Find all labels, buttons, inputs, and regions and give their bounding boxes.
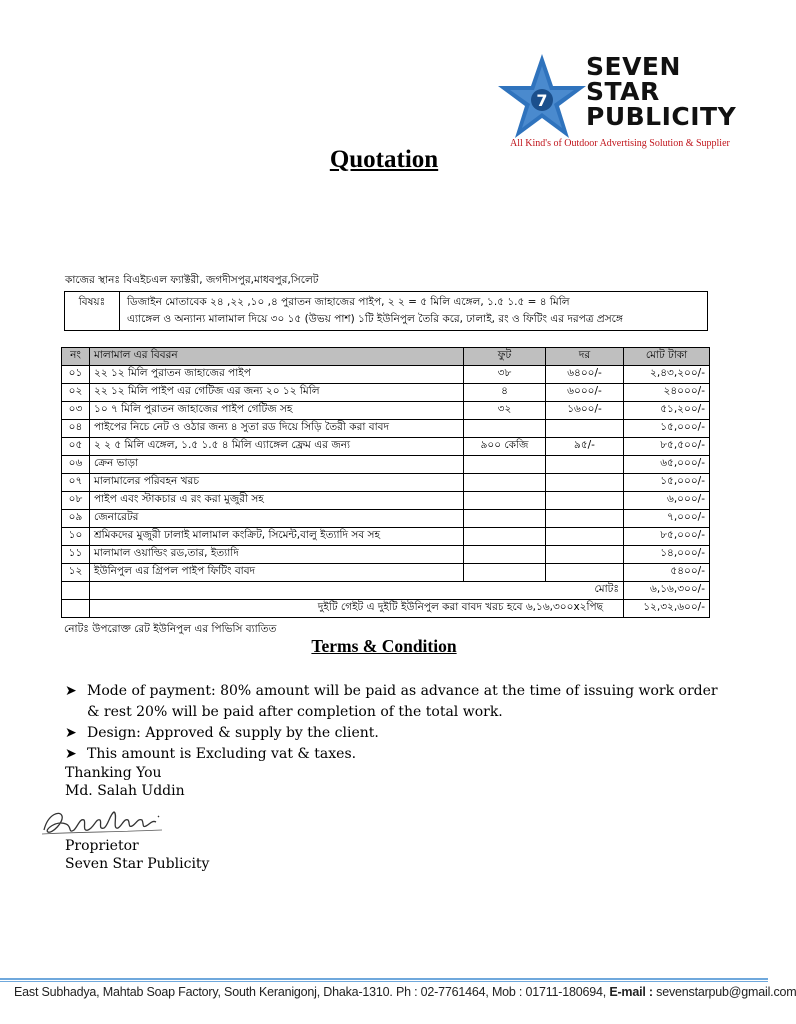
arrow-bullet-icon: ➤ [65, 746, 77, 762]
row-total: ৬৫,০০০/- [624, 456, 710, 474]
row-rate: ৯৫/- [546, 438, 624, 456]
row-number: ০৭ [62, 474, 90, 492]
table-row [62, 384, 710, 402]
row-total: ৫৪০০/- [624, 564, 710, 582]
row-description: পাইপের নিচে নেট ও ওঠার জন্য ৪ সুতা রড দিয়ে সিড়ি তৈরী করা বাবদ [90, 420, 464, 438]
row-description: ১০ ৭ মিলি পুরাতন জাহাজের পাইপ গেটিজ সহ [90, 402, 464, 420]
terms-item: ➤ Mode of payment: 80% amount will be paid as advance at the time of issuing work order & rest 20% will be paid after completion of the total work. [65, 683, 718, 720]
row-feet [464, 546, 546, 564]
row-total: ১৪,০০০/- [624, 546, 710, 564]
row-description: মালামাল ওয়াল্ডিং রড,তার, ইত্যাদি [90, 546, 464, 564]
row-number: ১০ [62, 528, 90, 546]
row-description: ২ ২ ৫ মিলি এঙ্গেল, ১.৫ ১.৫ ৪ মিলি এ্যাঙ্গেল ফ্রেম এর জন্য [90, 438, 464, 456]
row-description: ইউনিপুল এর গ্রিপল পাইপ ফিটিং বাবদ [90, 564, 464, 582]
row-rate [546, 528, 624, 546]
grand-total-label: দুইটি গেইট এ দুইটি ইউনিপুল করা বাবদ খরচ হবে ৬,১৬,৩০০x২পিছ [90, 600, 624, 618]
table-row [62, 510, 710, 528]
logo-tagline: All Kind's of Outdoor Advertising Solution & Supplier [510, 138, 730, 149]
row-total: ৮৫,৫০০/- [624, 438, 710, 456]
row-feet [464, 528, 546, 546]
row-number: ০৪ [62, 420, 90, 438]
row-rate: ৬০০০/- [546, 384, 624, 402]
row-rate [546, 510, 624, 528]
terms-title: Terms & Condition [311, 636, 457, 656]
closing-block [65, 764, 185, 800]
row-rate: ৬৪০০/- [546, 366, 624, 384]
row-rate [546, 420, 624, 438]
row-total: ২৪০০০/- [624, 384, 710, 402]
row-total: ২,৪৩,২০০/- [624, 366, 710, 384]
row-description: মালামালের পরিবহন খরচ [90, 474, 464, 492]
row-feet [464, 510, 546, 528]
row-description: ২২ ১২ মিলি পাইপ এর গেটিজ এর জন্য ২০ ১২ মিলি [90, 384, 464, 402]
row-number: ০৬ [62, 456, 90, 474]
row-feet [464, 492, 546, 510]
signature-image [38, 806, 178, 840]
table-header-row [62, 348, 710, 366]
table-row [62, 546, 710, 564]
signature-block [65, 837, 209, 873]
terms-item: ➤ Design: Approved & supply by the client. [65, 723, 725, 744]
table-row [62, 420, 710, 438]
footer-email-label: E-mail : [609, 985, 653, 999]
row-total: ৭,০০০/- [624, 510, 710, 528]
row-feet [464, 420, 546, 438]
arrow-bullet-icon: ➤ [65, 725, 77, 741]
row-description: শ্রমিকদের মুজুরী ঢালাই মালামাল কংক্রিট, সিমেন্ট,বালু ইত্যাদি সব সহ [90, 528, 464, 546]
row-description: পাইপ এবং স্টাকচার এ রং করা মুজুরী সহ [90, 492, 464, 510]
footer-email[interactable]: sevenstarpub@gmail.com [652, 985, 796, 999]
row-rate [546, 564, 624, 582]
table-row [62, 474, 710, 492]
footer-divider-thin [0, 981, 768, 982]
row-number: ০৮ [62, 492, 90, 510]
row-rate [546, 474, 624, 492]
table-row [62, 456, 710, 474]
row-rate: ১৬০০/- [546, 402, 624, 420]
row-feet: ৩২ [464, 402, 546, 420]
row-feet [464, 456, 546, 474]
logo-wordmark: SEVEN STAR PUBLICITY [586, 52, 737, 131]
row-total: ৫১,২০০/- [624, 402, 710, 420]
header-feet: ফুট [464, 348, 546, 366]
table-row [62, 492, 710, 510]
header-total: মোট টাকা [624, 348, 710, 366]
header-no: নং [62, 348, 90, 366]
grand-total-row [62, 600, 710, 618]
row-number: ০১ [62, 366, 90, 384]
star-icon [492, 52, 587, 142]
header-desc: মালামাল এর বিবরন [90, 348, 464, 366]
subtotal-label: মোটঃ [90, 582, 624, 600]
row-description: ২২ ১২ মিলি পুরাতন জাহাজের পাইপ [90, 366, 464, 384]
row-feet [464, 474, 546, 492]
arrow-bullet-icon: ➤ [65, 683, 77, 699]
row-feet: ৪ [464, 384, 546, 402]
company-logo [492, 52, 742, 152]
row-feet: ৩৮ [464, 366, 546, 384]
row-rate [546, 456, 624, 474]
work-location: কাজের স্থানঃ বিএইচএল ফ্যাক্টরী, জগদীসপুর,মাধবপুর,সিলেট [65, 274, 319, 286]
footer-divider [0, 978, 768, 980]
row-total: ৬,০০০/- [624, 492, 710, 510]
row-number: ০৯ [62, 510, 90, 528]
row-rate [546, 492, 624, 510]
header-rate: দর [546, 348, 624, 366]
row-description: জেনারেটর [90, 510, 464, 528]
table-row [62, 366, 710, 384]
subtotal-row [62, 582, 710, 600]
subtotal-value: ৬,১৬,৩০০/- [624, 582, 710, 600]
row-total: ১৫,০০০/- [624, 474, 710, 492]
signer-role: Proprietor [65, 838, 139, 854]
row-total: ৮৫,০০০/- [624, 528, 710, 546]
row-rate [546, 546, 624, 564]
row-description: ক্রেন ভাড়া [90, 456, 464, 474]
row-number: ০৫ [62, 438, 90, 456]
logo-star-number: 7 [536, 91, 548, 110]
row-feet [464, 564, 546, 582]
table-row [62, 564, 710, 582]
note-text: নোটঃ উপরোক্ত রেট ইউনিপুল এর পিভিসি ব্যাতিত [64, 623, 277, 635]
row-number: ০৩ [62, 402, 90, 420]
terms-item: ➤ This amount is Excluding vat & taxes. [65, 744, 725, 765]
subject-label: বিষয়ঃ [65, 292, 120, 330]
footer-contact: East Subhadya, Mahtab Soap Factory, South Keranigonj, Dhaka-1310. Ph : 02-7761464, Mob : 01711-180694, E-mail : sevenstarpub@gmail.com [14, 985, 796, 999]
grand-total-value: ১২,৩২,৬০০/- [624, 600, 710, 618]
terms-list [65, 681, 725, 765]
subject-text: ডিজাইন মোতাবেক ২৪ ,২২ ,১০ ,৪ পুরাতন জাহাজের পাইপ, ২ ২ = ৫ মিলি এঙ্গেল, ১.৫ ১.৫ = ৪ মিলি এ্যাঙ্গেল ও অন্যান্য মালামাল দিয়ে ৩০ ১৫ (উভয় পাশ) ১টি ইউনিপুল তৈরি করে, ঢালাই, রং ও ফিটিং এর দরপত্র প্রসঙ্গে [127, 296, 623, 325]
row-number: ০২ [62, 384, 90, 402]
signer-company: Seven Star Publicity [65, 856, 210, 872]
row-number: ১২ [62, 564, 90, 582]
row-feet: ৯০০ কেজি [464, 438, 546, 456]
signer-name: Md. Salah Uddin [65, 783, 185, 799]
row-number: ১১ [62, 546, 90, 564]
table-row [62, 438, 710, 456]
table-row [62, 402, 710, 420]
subject-box [64, 291, 708, 331]
table-row [62, 528, 710, 546]
row-total: ১৫,০০০/- [624, 420, 710, 438]
thanks-text: Thanking You [65, 765, 162, 781]
document-title: Quotation [329, 146, 439, 173]
items-table [61, 347, 710, 618]
